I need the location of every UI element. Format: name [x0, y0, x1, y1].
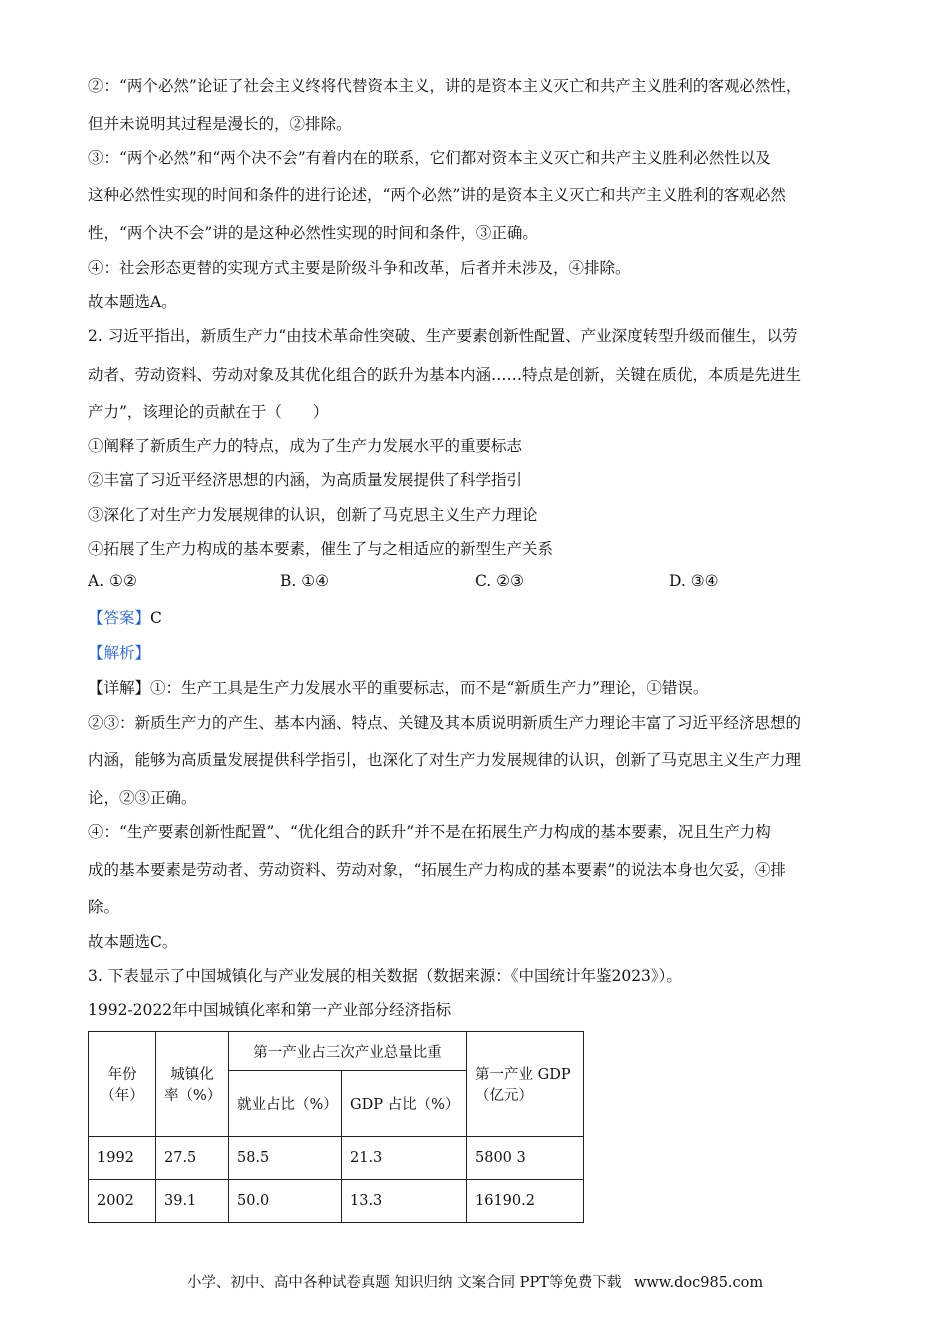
header-gdp-share: GDP 占比（%） — [342, 1071, 467, 1137]
header-employment-share: 就业占比（%） — [229, 1071, 342, 1137]
footer-url[interactable]: www.doc985.com — [633, 1275, 764, 1291]
detail-text: ①：生产工具是生产力发展水平的重要标志，而不是“新质生产力”理论，①错误。 — [150, 679, 709, 697]
text-line: 性，“两个决不会”讲的是这种必然性实现的时间和条件，③正确。 — [88, 224, 538, 242]
table-caption: 1992-2022年中国城镇化率和第一产业部分经济指标 — [88, 1001, 452, 1019]
detail-line — [88, 677, 880, 699]
cell-urbanization: 39.1 — [156, 1180, 229, 1223]
page-footer — [0, 1271, 950, 1292]
cell-employment-share: 50.0 — [229, 1180, 342, 1223]
text-line: 内涵，能够为高质量发展提供科学指引，也深化了对生产力发展规律的认识，创新了马克思主义生产力理 — [88, 751, 802, 769]
footer-text: 小学、初中、高中各种试卷真题 知识归纳 文案合同 PPT等免费下载 — [186, 1275, 622, 1291]
header-year: 年份（年） — [89, 1032, 156, 1137]
text-line: ②：“两个必然”论证了社会主义终将代替资本主义，讲的是资本主义灭亡和共产主义胜利的客观必然性， — [88, 77, 802, 95]
text-line: ④：社会形态更替的实现方式主要是阶级斗争和改革，后者并未涉及，④排除。 — [88, 259, 631, 277]
text-line: 论，②③正确。 — [88, 789, 197, 807]
cell-employment-share: 58.5 — [229, 1137, 342, 1180]
text-line: ②③：新质生产力的产生、基本内涵、特点、关键及其本质说明新质生产力理论丰富了习近平经济思想的 — [88, 714, 802, 732]
answer-line — [88, 607, 880, 629]
statement-2: ②丰富了习近平经济思想的内涵，为高质量发展提供了科学指引 — [88, 471, 523, 489]
text-line: 这种必然性实现的时间和条件的进行论述，“两个必然”讲的是资本主义灭亡和共产主义胜利的客观必然 — [88, 186, 786, 204]
answer-label: 【答案】 — [88, 609, 151, 627]
text-line: 成的基本要素是劳动者、劳动资料、劳动对象，“拓展生产力构成的基本要素”的说法本身也欠妥，④排 — [88, 861, 786, 879]
analysis-label: 【解析】 — [88, 644, 151, 662]
cell-gdp-share: 21.3 — [342, 1137, 467, 1180]
header-primary-gdp: 第一产业 GDP（亿元） — [467, 1032, 584, 1137]
question-2-stem: 2. 习近平指出，新质生产力“由技术革命性突破、生产要素创新性配置、产业深度转型升级而催生，以劳 — [88, 327, 798, 345]
header-primary-industry-share: 第一产业占三次产业总量比重 — [229, 1032, 467, 1071]
text-line: ③：“两个必然”和“两个决不会”有着内在的联系，它们都对资本主义灭亡和共产主义胜利必然性以及 — [88, 149, 771, 167]
text-line: 除。 — [88, 898, 120, 916]
statement-4: ④拓展了生产力构成的基本要素，催生了与之相适应的新型生产关系 — [88, 540, 554, 558]
option-c: C. ②③ — [475, 572, 524, 590]
text-line: 动者、劳动资料、劳动对象及其优化组合的跃升为基本内涵……特点是创新，关键在质优，本质是先进生 — [88, 366, 802, 384]
text-line: 但并未说明其过程是漫长的，②排除。 — [88, 115, 352, 133]
option-b: B. ①④ — [280, 572, 330, 590]
cell-year: 2002 — [89, 1180, 156, 1223]
cell-year: 1992 — [89, 1137, 156, 1180]
question-3-stem: 3. 下表显示了中国城镇化与产业发展的相关数据（数据来源：《中国统计年鉴2023》）。 — [88, 967, 682, 985]
text-line: 故本题选C。 — [88, 933, 178, 951]
text-line: 产力”，该理论的贡献在于（ ） — [88, 403, 329, 421]
option-d: D. ③④ — [669, 572, 719, 590]
header-urbanization: 城镇化率（%） — [156, 1032, 229, 1137]
table-row — [89, 1180, 584, 1223]
text-line: ④：“生产要素创新性配置”、“优化组合的跃升”并不是在拓展生产力构成的基本要素，况且生产力构 — [88, 823, 771, 841]
analysis-line — [88, 642, 880, 664]
table-row — [89, 1137, 584, 1180]
cell-gdp-share: 13.3 — [342, 1180, 467, 1223]
detail-label: 【详解】 — [88, 679, 151, 697]
data-table — [88, 1031, 584, 1223]
cell-primary-gdp: 16190.2 — [467, 1180, 584, 1223]
statement-1: ①阐释了新质生产力的特点，成为了生产力发展水平的重要标志 — [88, 437, 523, 455]
text-line: 故本题选A。 — [88, 293, 177, 311]
answer-options — [88, 572, 868, 594]
option-a: A. ①② — [88, 572, 137, 590]
cell-primary-gdp: 5800 3 — [467, 1137, 584, 1180]
cell-urbanization: 27.5 — [156, 1137, 229, 1180]
answer-value: C — [150, 609, 162, 627]
statement-3: ③深化了对生产力发展规律的认识，创新了马克思主义生产力理论 — [88, 506, 538, 524]
